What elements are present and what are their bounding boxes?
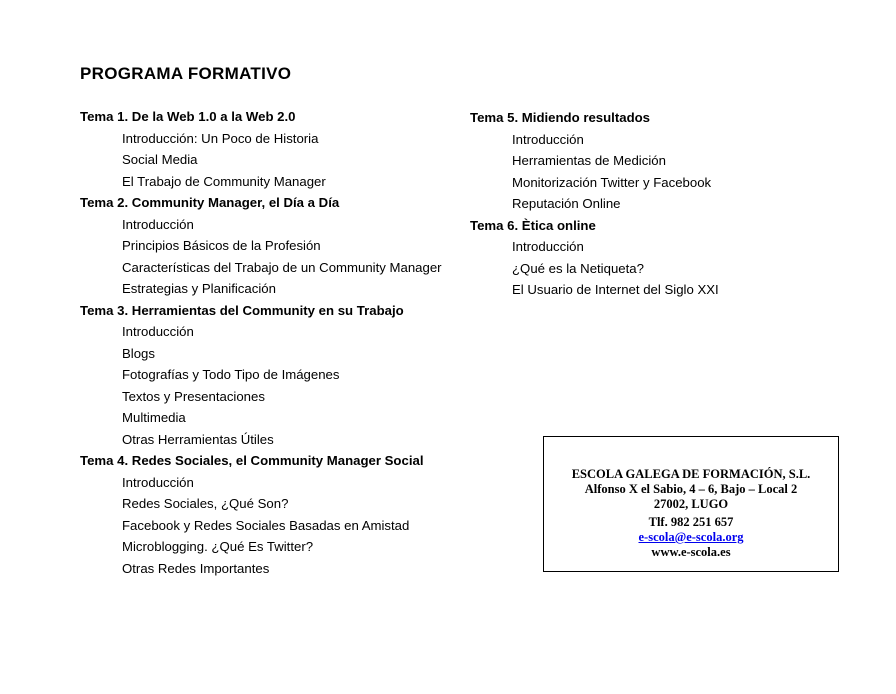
tema-4-heading: Tema 4. Redes Sociales, el Community Manager Social (80, 453, 424, 468)
tema-5-item: Herramientas de Medición (512, 153, 666, 168)
tema-3 (80, 300, 480, 451)
tema-3-item: Textos y Presentaciones (122, 388, 265, 404)
tema-4-item: Facebook y Redes Sociales Basadas en Amistad (122, 517, 410, 533)
tema-3-item: Introducción (122, 324, 194, 339)
tema-6-item: ¿Qué es la Netiqueta? (512, 260, 644, 276)
program-column-left (80, 106, 480, 579)
email-link[interactable]: e-scola@e-scola.org (638, 530, 744, 544)
company-website: www.e-scola.es (651, 545, 731, 559)
tema-3-item: Otras Herramientas Útiles (122, 431, 274, 447)
tema-6-heading: Tema 6. Ètica online (470, 217, 596, 233)
tema-3-item: Multimedia (122, 410, 186, 425)
tema-4 (80, 450, 480, 579)
tema-3-item: Blogs (122, 345, 155, 361)
tema-2-item: Características del Trabajo de un Community Manager (122, 259, 442, 275)
company-phone: Tlf. 982 251 657 (648, 515, 734, 529)
tema-2-item: Principios Básicos de la Profesión (122, 238, 321, 253)
tema-1-item: El Trabajo de Community Manager (122, 173, 326, 189)
tema-6 (470, 215, 830, 301)
tema-5 (470, 107, 830, 215)
tema-4-item: Otras Redes Importantes (122, 560, 270, 576)
tema-5-item: Monitorización Twitter y Facebook (512, 174, 712, 190)
company-address-street: Alfonso X el Sabio, 4 – 6, Bajo – Local 2 (584, 482, 798, 496)
company-name: ESCOLA GALEGA DE FORMACIÓN, S.L. (571, 467, 811, 481)
tema-5-item: Reputación Online (512, 196, 621, 211)
tema-2 (80, 192, 480, 300)
tema-2-heading: Tema 2. Community Manager, el Día a Día (80, 195, 340, 210)
tema-1-item: Introducción: Un Poco de Historia (122, 130, 319, 146)
tema-2-item: Estrategias y Planificación (122, 281, 276, 296)
tema-1-heading: Tema 1. De la Web 1.0 a la Web 2.0 (80, 109, 296, 124)
tema-5-heading: Tema 5. Midiendo resultados (470, 110, 651, 125)
company-email-line (544, 530, 838, 545)
company-address-city: 27002, LUGO (653, 497, 729, 511)
tema-1-item: Social Media (122, 152, 198, 167)
program-column-right (470, 107, 830, 301)
tema-4-item: Introducción (122, 474, 194, 490)
tema-6-item: El Usuario de Internet del Siglo XXI (512, 282, 719, 297)
contact-box-content (544, 467, 838, 560)
tema-4-item: Microblogging. ¿Qué Es Twitter? (122, 539, 314, 554)
tema-1 (80, 106, 480, 192)
tema-3-heading: Tema 3. Herramientas del Community en su Trabajo (80, 302, 404, 318)
tema-3-item: Fotografías y Todo Tipo de Imágenes (122, 367, 340, 382)
tema-4-item: Redes Sociales, ¿Qué Son? (122, 496, 289, 511)
page-title: PROGRAMA FORMATIVO (80, 64, 292, 83)
tema-2-item: Introducción (122, 216, 194, 232)
contact-box (543, 436, 839, 572)
tema-5-item: Introducción (512, 131, 584, 147)
tema-6-item: Introducción (512, 239, 584, 254)
